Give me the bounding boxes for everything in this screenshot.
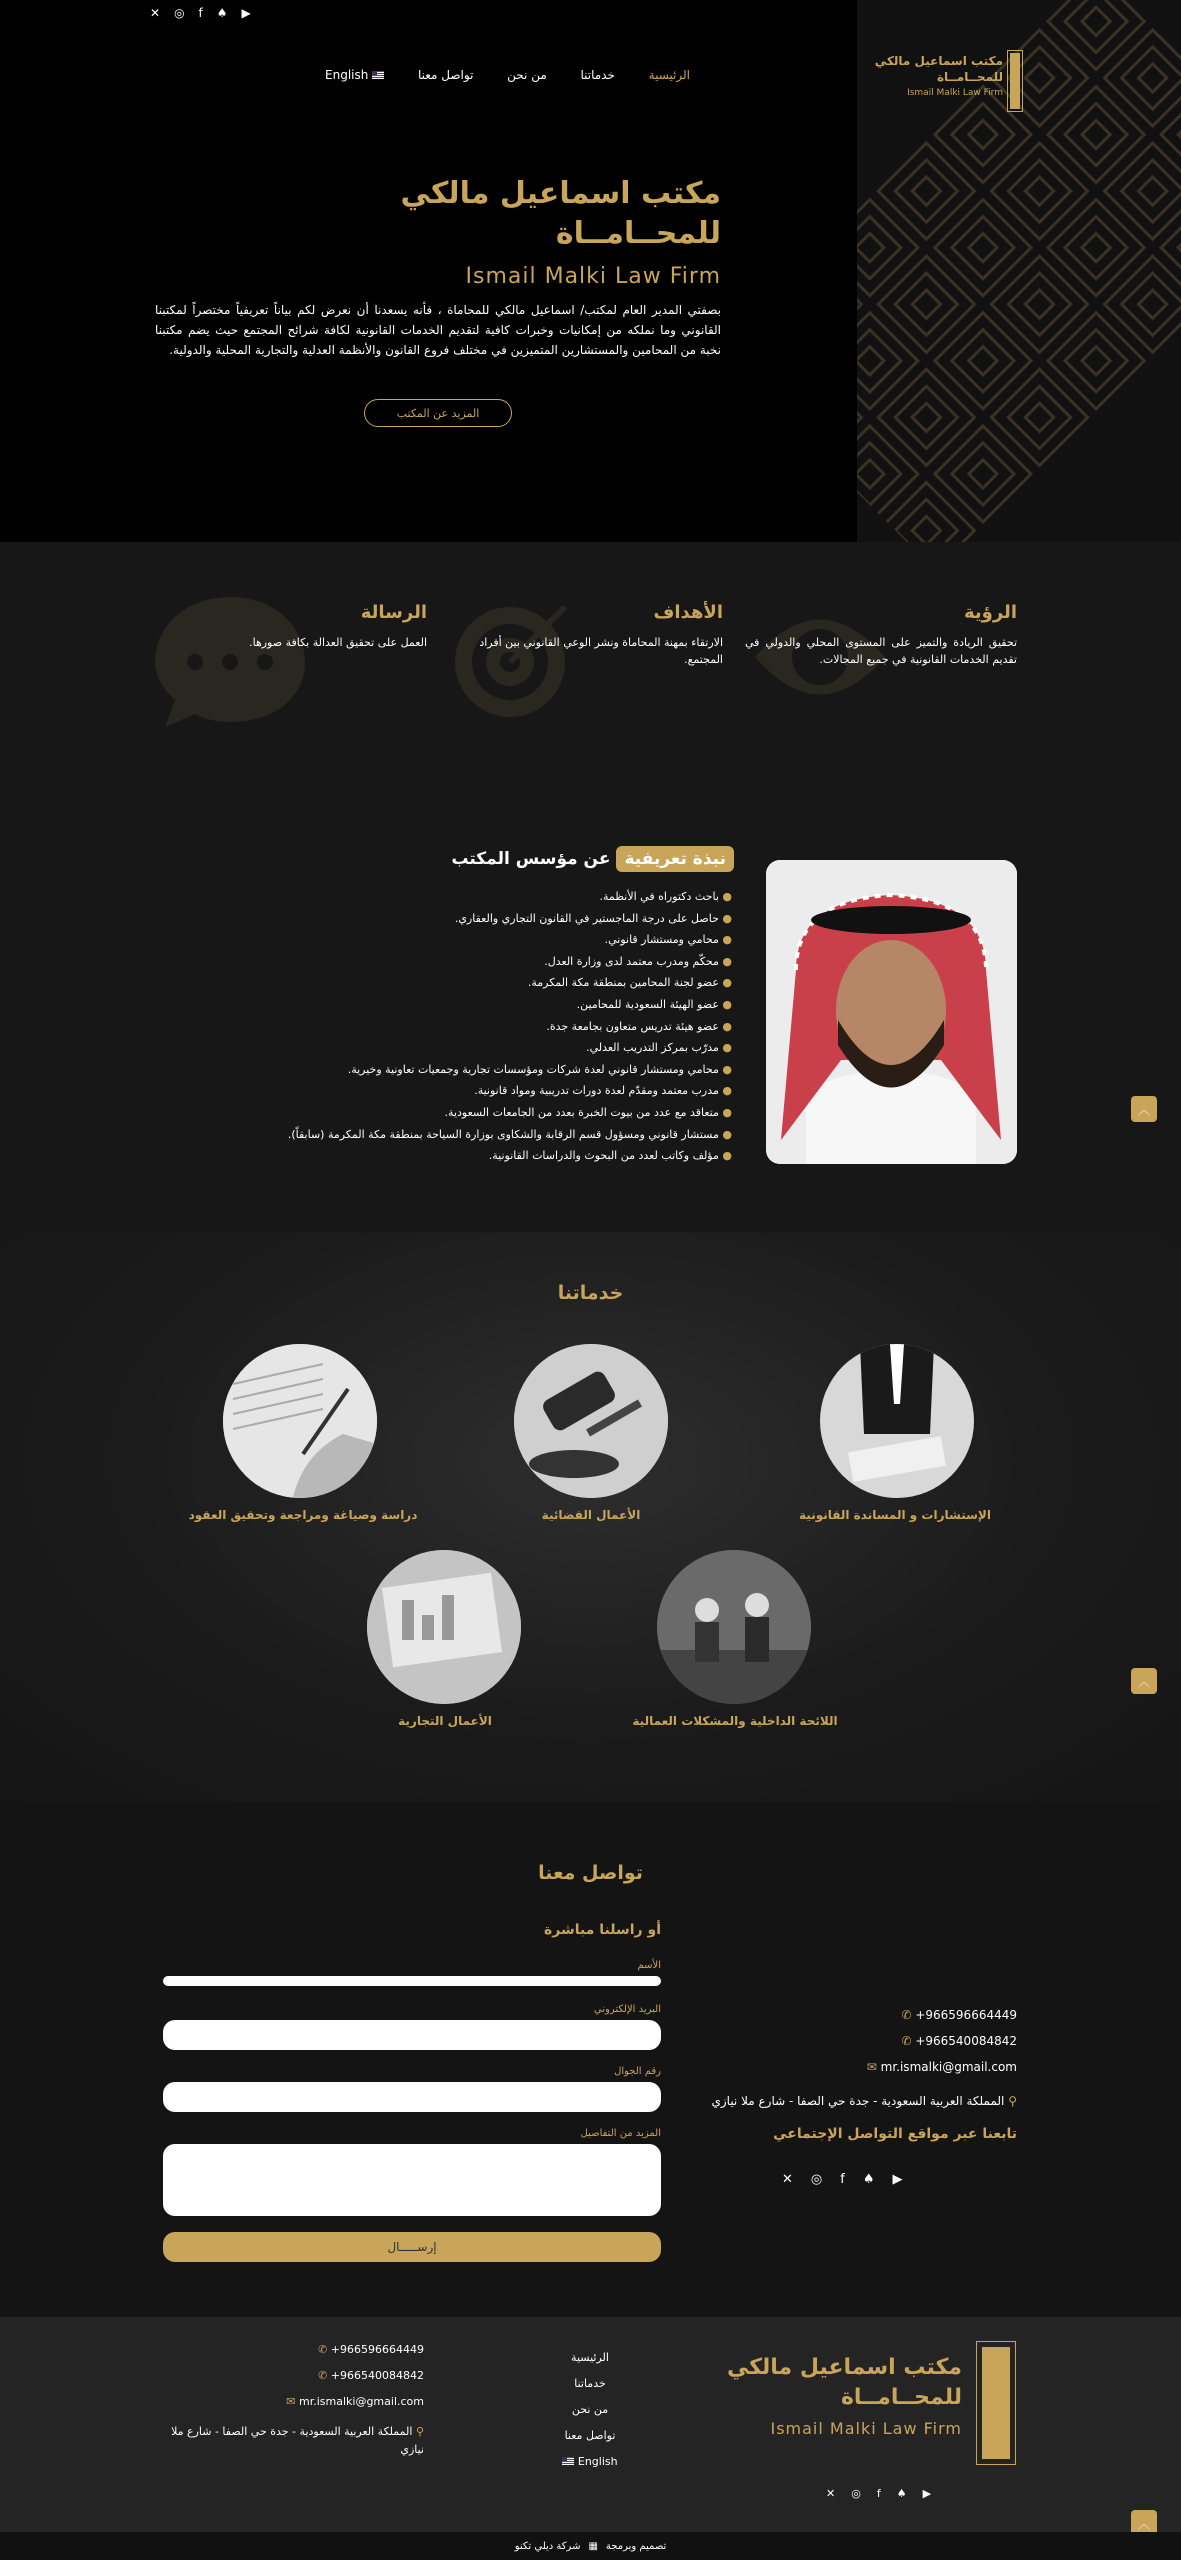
service-card-consulting[interactable] <box>770 1344 1020 1544</box>
logo-subtitle: للمحــامــاة <box>936 70 1003 84</box>
snapchat-icon[interactable]: ♠ <box>216 6 228 20</box>
youtube-icon[interactable]: ▶ <box>892 2172 903 2187</box>
bullet-icon: ● <box>718 890 732 903</box>
service-card-judicial[interactable] <box>466 1344 716 1544</box>
hero-body: بصفتي المدير العام لمكتب/ اسماعيل مالكي للمحاماة ، فأنه يسعدنا أن نعرض لكم بياناً تعريفياً مختصراً لمكتبنا القانوني وما نملكه من إمكانيات وخبرات كافية لتقديم الخدمات القانونية لكافة شرائح المجتمع حيث يضم مكتبنا نخبة من المحامين والمستشارين المتميزين في مختلف فروع القانون والأنظمة العدلية والتجارية المحلية والدولية. <box>155 303 721 357</box>
language-label: English <box>325 68 369 82</box>
service-label-labor: اللائحة الداخلية والمشكلات العمالية <box>632 1714 838 1728</box>
commercial-image <box>367 1550 521 1704</box>
name-label: الأسم <box>637 1960 661 1971</box>
bullet-icon: ● <box>718 1084 732 1098</box>
footer-logo-english: Ismail Malki Law Firm <box>770 2419 962 2438</box>
company-logo-icon: ▦ <box>588 2540 598 2552</box>
hero-section <box>0 0 1181 542</box>
service-label-commercial: الأعمال التجارية <box>398 1714 492 1728</box>
facebook-icon[interactable]: f <box>198 6 203 20</box>
nav-about[interactable]: من نحن <box>507 68 547 82</box>
founder-heading-highlight: نبذة تعريفية <box>616 846 734 872</box>
service-label-contracts: دراسة وصياغة ومراجعة وتحقيق العقود <box>188 1508 418 1522</box>
list-item: ● عضو الهيئة السعودية للمحامين. <box>576 997 732 1011</box>
goals-title: الأهداف <box>653 602 723 623</box>
instagram-icon[interactable]: ◎ <box>810 2172 823 2187</box>
vision-card <box>745 592 1017 722</box>
snapchat-icon[interactable]: ♠ <box>896 2487 907 2500</box>
details-textarea[interactable] <box>163 2144 661 2216</box>
hero-title-line1: مكتب اسماعيل مالكي <box>400 176 721 211</box>
bullet-icon: ● <box>718 954 732 968</box>
nav-language[interactable] <box>325 68 384 82</box>
mission-card <box>155 592 427 732</box>
consulting-image <box>820 1344 974 1498</box>
list-item: ● متعاقد مع عدد من بيوت الخبرة بعدد من الجامعات السعودية. <box>444 1105 732 1119</box>
footer-link-contact[interactable]: تواصل معنا <box>564 2429 616 2442</box>
bullet-icon: ● <box>718 997 732 1011</box>
contact-title: تواصل معنا <box>538 1862 643 1884</box>
founder-credentials-list <box>222 886 732 1167</box>
bullet-icon: ● <box>718 1149 732 1163</box>
scroll-top-button[interactable]: ︿ <box>1131 2510 1157 2536</box>
phone-row-2[interactable]: +966540084842 ✆ <box>901 2034 1017 2048</box>
list-item: ● عضو هيئة تدريس متعاون بجامعة جدة. <box>546 1019 732 1033</box>
bullet-icon: ● <box>718 1019 732 1033</box>
location-pin-icon: ⚲ <box>1008 2094 1017 2108</box>
us-flag-icon <box>372 71 384 79</box>
goals-card <box>445 592 723 722</box>
footer-logo-bar-icon <box>976 2341 1016 2465</box>
footer-links <box>540 2345 640 2475</box>
list-item: ● محامي ومستشار قانوني لعدة شركات ومؤسسات تجارية وجمعيات تعاونية وخيرية. <box>347 1062 732 1076</box>
judicial-image <box>514 1344 668 1498</box>
bullet-icon: ● <box>718 933 732 947</box>
phone-icon: ✆ <box>901 2008 912 2022</box>
instagram-icon[interactable]: ◎ <box>851 2487 861 2500</box>
founder-photo <box>766 860 1017 1164</box>
mission-text: العمل على تحقيق العدالة بكافة صورها. <box>249 636 427 649</box>
email-label: البريد الإلكتروني <box>593 2004 661 2015</box>
envelope-icon: ✉ <box>286 2395 296 2408</box>
list-item: ● مدرّب بمركز التدريب العدلي. <box>586 1041 732 1055</box>
nav-home[interactable]: الرئيسية <box>648 68 690 82</box>
us-flag-icon <box>562 2457 574 2465</box>
hero-title-english: Ismail Malki Law Firm <box>465 264 721 289</box>
service-label-judicial: الأعمال القضائية <box>541 1508 641 1522</box>
list-item: ● مؤلف وكاتب لعدد من البحوث والدراسات القانونية. <box>488 1149 732 1163</box>
list-item: ● محامي ومستشار قانوني. <box>604 933 732 947</box>
bullet-icon: ● <box>718 1062 732 1076</box>
nav-contact[interactable]: تواصل معنا <box>417 68 474 82</box>
list-item: ● حاصل على درجة الماجستير في القانون التجاري والعقاري. <box>454 911 732 925</box>
list-item: ● محكّم ومدرب معتمد لدى وزارة العدل. <box>544 954 732 968</box>
footer-email-row[interactable]: mr.ismalki@gmail.com ✉ <box>286 2395 424 2408</box>
footer-address-row: ⚲ المملكة العربية السعودية - جدة حي الصفا - شارع ملا نيازي <box>171 2425 424 2456</box>
footer-phone-row-2[interactable]: +966540084842 ✆ <box>318 2369 424 2382</box>
phone-icon: ✆ <box>901 2034 912 2048</box>
founder-section <box>0 782 1181 1232</box>
location-pin-icon: ⚲ <box>415 2425 424 2438</box>
x-icon[interactable]: ✕ <box>782 2172 793 2187</box>
x-icon[interactable]: ✕ <box>150 6 161 20</box>
hero-title-line2: للمحــامــاة <box>555 216 721 251</box>
name-input[interactable] <box>163 1976 661 1986</box>
bullet-icon: ● <box>718 1041 732 1055</box>
list-item: ● باحث دكتوراه في الأنظمة. <box>599 890 732 903</box>
top-social-bar <box>150 6 251 20</box>
credit-company[interactable]: شركة ديلي تكنو <box>514 2540 581 2552</box>
email-row[interactable]: mr.ismalki@gmail.com ✉ <box>866 2060 1017 2074</box>
footer-link-home[interactable]: الرئيسية <box>571 2351 609 2364</box>
phone-input[interactable] <box>163 2082 661 2112</box>
logo-english: Ismail Malki Law Firm <box>907 88 1003 98</box>
founder-heading <box>451 846 734 872</box>
services-title: خدماتنا <box>557 1282 624 1304</box>
phone-row-1[interactable]: +966596664449 ✆ <box>901 2008 1017 2022</box>
phone-icon: ✆ <box>318 2369 328 2382</box>
services-section <box>0 1232 1181 1802</box>
youtube-icon[interactable]: ▶ <box>922 2487 932 2500</box>
footer-logo-subtitle: للمحــامــاة <box>840 2385 962 2410</box>
logo-title: مكتب اسماعيل مالكي <box>874 54 1003 68</box>
founder-heading-rest: عن مؤسس المكتب <box>451 849 611 869</box>
submit-button[interactable]: إرســـــال <box>163 2232 661 2262</box>
details-label: المزيد من التفاصيل <box>580 2128 661 2139</box>
credit-bar <box>0 2532 1181 2560</box>
bullet-icon: ● <box>718 911 732 925</box>
goals-text: الارتقاء بمهنة المحاماة ونشر الوعي القانوني بين أفراد المجتمع. <box>479 636 723 666</box>
phone-label: رقم الجوال <box>614 2066 661 2077</box>
footer-logo-title: مكتب اسماعيل مالكي <box>726 2355 962 2380</box>
instagram-icon[interactable]: ◎ <box>174 6 185 20</box>
contact-form <box>163 1902 661 2282</box>
footer-logo[interactable] <box>726 2341 1020 2467</box>
bullet-icon: ● <box>718 1127 732 1141</box>
social-title: تابعنا عبر مواقع التواصل الإجتماعي <box>773 2126 1017 2142</box>
list-item: ● عضو لجنة المحامين بمنطقة مكة المكرمة. <box>527 976 732 990</box>
contact-section <box>0 1802 1181 2317</box>
contact-social-icons <box>782 2172 902 2187</box>
mission-title: الرسالة <box>360 602 427 623</box>
service-label-consulting: الإستشارات و المساندة القانونية <box>799 1508 991 1522</box>
facebook-icon[interactable]: f <box>876 2487 881 2500</box>
phone-icon: ✆ <box>318 2343 328 2356</box>
footer-phone-row-1[interactable]: +966596664449 ✆ <box>318 2343 424 2356</box>
bullet-icon: ● <box>718 976 732 990</box>
service-card-contracts[interactable] <box>178 1344 428 1544</box>
contracts-image <box>223 1344 377 1498</box>
vision-title: الرؤية <box>964 602 1017 623</box>
snapchat-icon[interactable]: ♠ <box>862 2172 875 2187</box>
header-logo[interactable] <box>874 48 1025 114</box>
list-item: ● مدرب معتمد ومقدّم لعدة دورات تدريبية ومواد قانونية. <box>474 1084 732 1098</box>
email-input[interactable] <box>163 2020 661 2050</box>
service-card-labor[interactable] <box>610 1550 860 1750</box>
footer <box>0 2317 1181 2532</box>
bullet-icon: ● <box>718 1105 732 1119</box>
footer-social-icons <box>826 2487 931 2500</box>
hero-more-button[interactable]: المزيد عن المكتب <box>364 399 512 427</box>
facebook-icon[interactable]: f <box>840 2172 845 2187</box>
envelope-icon: ✉ <box>866 2060 877 2074</box>
x-icon[interactable]: ✕ <box>826 2487 836 2500</box>
vision-text: تحقيق الريادة والتميز على المستوى المحلي والدولي في تقديم الخدمات القانونية في جميع المجالات. <box>745 636 1017 666</box>
main-nav <box>325 68 690 82</box>
nav-services[interactable]: خدماتنا <box>580 68 615 82</box>
logo-bar-icon <box>1007 50 1023 112</box>
scroll-top-button[interactable]: ︿ <box>1131 1668 1157 1694</box>
scroll-top-button[interactable]: ︿ <box>1131 1096 1157 1122</box>
list-item: ● مستشار قانوني ومسؤول قسم الرقابة والشكاوى بوزارة السياحة بمنطقة مكة المكرمة (سابقاً). <box>287 1127 732 1141</box>
footer-link-about[interactable]: من نحن <box>571 2403 609 2416</box>
service-card-commercial[interactable] <box>320 1550 570 1750</box>
credit-prefix: تصميم وبرمجة <box>605 2540 667 2552</box>
values-section <box>0 542 1181 782</box>
labor-image <box>657 1550 811 1704</box>
address-row: ⚲ المملكة العربية السعودية - جدة حي الصفا - شارع ملا نيازي <box>711 2094 1017 2108</box>
footer-link-language[interactable]: English <box>540 2449 640 2475</box>
chat-bubble-icon <box>155 592 305 732</box>
footer-link-services[interactable]: خدماتنا <box>574 2377 606 2390</box>
founder-portrait <box>766 860 1017 1164</box>
form-title: أو راسلنا مباشرة <box>544 1922 661 1938</box>
youtube-icon[interactable]: ▶ <box>241 6 251 20</box>
